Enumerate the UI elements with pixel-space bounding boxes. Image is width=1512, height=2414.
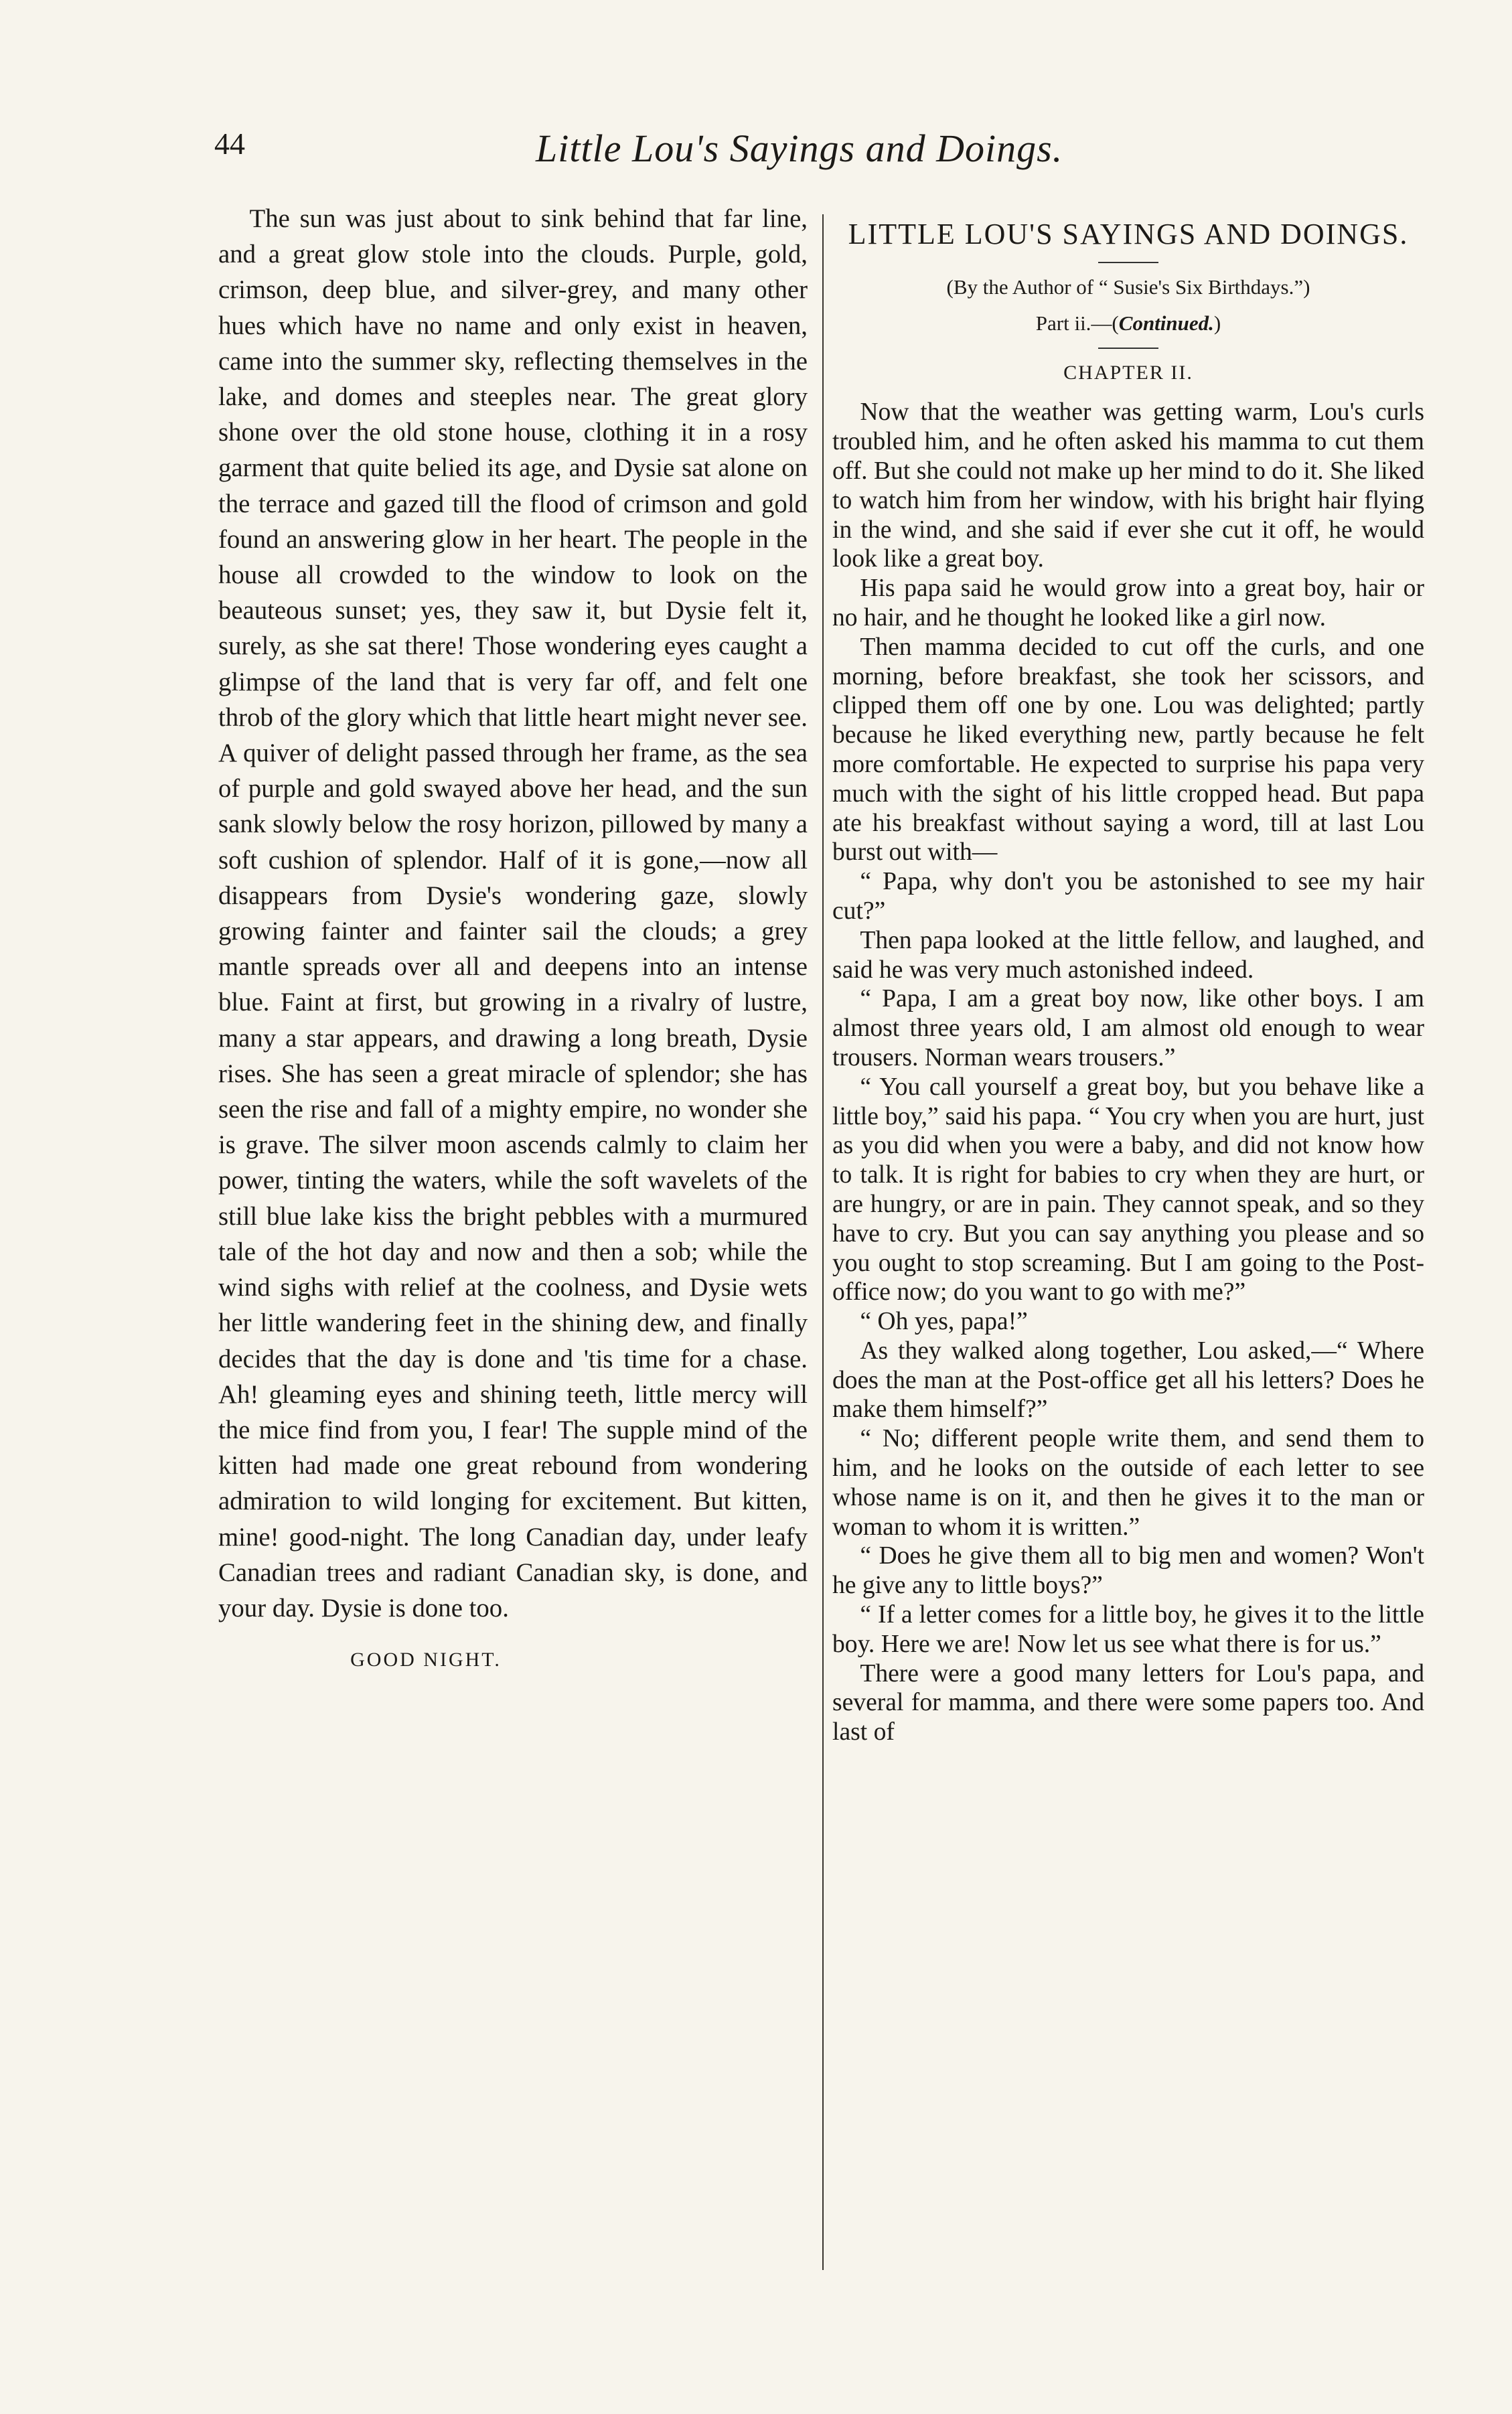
paragraph: Then papa looked at the little fellow, and laughed, and said he was very much astonished indeed. (832, 926, 1424, 984)
left-column (218, 201, 808, 1677)
chapter-heading: CHAPTER II. (1063, 361, 1193, 384)
paragraph: As they walked along together, Lou asked,—“ Where does the man at the Post-office get all his letters? Does he make them himself?” (832, 1337, 1424, 1424)
paragraph: His papa said he would grow into a great boy, hair or no hair, and he thought he looked like a girl now. (832, 575, 1424, 631)
paragraph: “ Does he give them all to big men and women? Won't he give any to little boys?” (832, 1542, 1424, 1600)
paragraph: The sun was just about to sink behind that far line, and a great glow stole into the clouds. Purple, gold, crimson, deep blue, and silver-grey, and many other hues which have no name and only exist in heaven, came into the summer sky, reflecting themselves in the lake, and domes and steeples near. The great glory shone over the old stone house, clothing it in a rosy garment that quite belied its age, and Dysie sat alone on the terrace and gazed till the flood of crimson and gold found an answering glow in her heart. The people in the house all crowded to the window to look on the beauteous sunset; yes, they saw it, but Dysie felt it, surely, as she sat there! Those wondering eyes caught a glimpse of the land that is very far off, and felt one throb of the glory which that little heart might never see. A quiver of delight passed through her frame, as the sea of purple and gold swayed above her head, and the sun sank slowly below the rosy horizon, pillowed by many a soft cushion of splendor. Half of it is gone,—now all disappears from Dysie's wondering gaze, slowly growing fainter and fainter sail the clouds; a grey mantle spreads over all and deepens into an intense blue. Faint at first, but growing in a rivalry of lustre, many a star appears, and drawing a long breath, Dysie rises. She has seen a great miracle of splendor; she has seen the rise and fall of a mighty empire, no wonder she is grave. The silver moon ascends calmly to claim her power, tinting the waters, while the soft wavelets of the still blue lake kiss the bright pebbles with a murmured tale of the hot day and now and then a sob; while the wind sighs with relief at the coolness, and Dysie wets her little wandering feet in the shining dew, and finally decides that the day is done and 'tis time for a chase. Ah! gleaming eyes and shining teeth, little mercy will the mice find from you, I fear! The supple mind of the kitten had made one great rebound from wondering admiration to wild longing for excitement. But kitten, mine! good-night. The long Canadian day, under leafy Canadian trees and radiant Canadian sky, is done, and your day. Dysie is done too. (218, 204, 808, 1623)
divider (1098, 262, 1158, 263)
paragraph: Now that the weather was getting warm, Lou's curls troubled him, and he often asked his mamma to cut them off. But she could not make up her mind to do it. She liked to watch him from her window, with his bright hair flying in the wind, and she said if ever she cut it off, he would look like a great boy. (832, 398, 1424, 573)
part-text: Part ii.—( (1035, 311, 1119, 335)
paragraph: “ Papa, why don't you be astonished to see my hair cut?” (832, 868, 1424, 925)
byline: (By the Author of “ Susie's Six Birthdays.”) (946, 275, 1310, 299)
column-divider (822, 214, 824, 2270)
closing-line: GOOD NIGHT. (350, 1649, 502, 1671)
part-close: ) (1213, 311, 1221, 335)
paragraph: “ If a letter comes for a little boy, he gives it to the little boy. Here we are! Now let us see what there is for us.” (832, 1601, 1424, 1658)
paragraph: “ Papa, I am a great boy now, like other boys. I am almost three years old, I am almost old enough to wear trousers. Norman wears trousers.” (832, 985, 1424, 1071)
story-title: LITTLE LOU'S SAYINGS AND DOINGS. (848, 218, 1409, 250)
divider (1098, 348, 1158, 349)
part-label (832, 309, 1424, 338)
paragraph: “ Oh yes, papa!” (860, 1308, 1028, 1336)
running-title: Little Lou's Sayings and Doings. (536, 127, 1063, 170)
paragraph: “ You call yourself a great boy, but you behave like a little boy,” said his papa. “ You cry when you are hurt, just as you did when you were a baby, and did not know how to talk. It is right for babies to cry when they are hurt, or are hungry, or are in pain. They cannot speak, and so they have to cry. But you can say anything you please and so you ought to stop screaming. But I am going to the Post-office now; do you want to go with me?” (832, 1073, 1424, 1306)
page-number: 44 (214, 127, 245, 161)
paragraph: Then mamma decided to cut off the curls, and one morning, before breakfast, she took her scissors, and clipped them off one by one. Lou was delighted; partly because he liked everything new, partly because he felt more comfortable. He expected to surprise his papa very much with the sight of his little cropped head. But papa ate his breakfast without saying a word, till at last Lou burst out with— (832, 633, 1424, 866)
right-column (832, 211, 1424, 1747)
paragraph: There were a good many letters for Lou's papa, and several for mamma, and there were some papers too. And last of (832, 1659, 1424, 1746)
part-continued: Continued. (1118, 311, 1214, 335)
paragraph: “ No; different people write them, and send them to him, and he looks on the outside of each letter to see whose name is on it, and then he gives it to the man or woman to whom it is written.” (832, 1425, 1424, 1541)
page-header (214, 126, 1152, 179)
